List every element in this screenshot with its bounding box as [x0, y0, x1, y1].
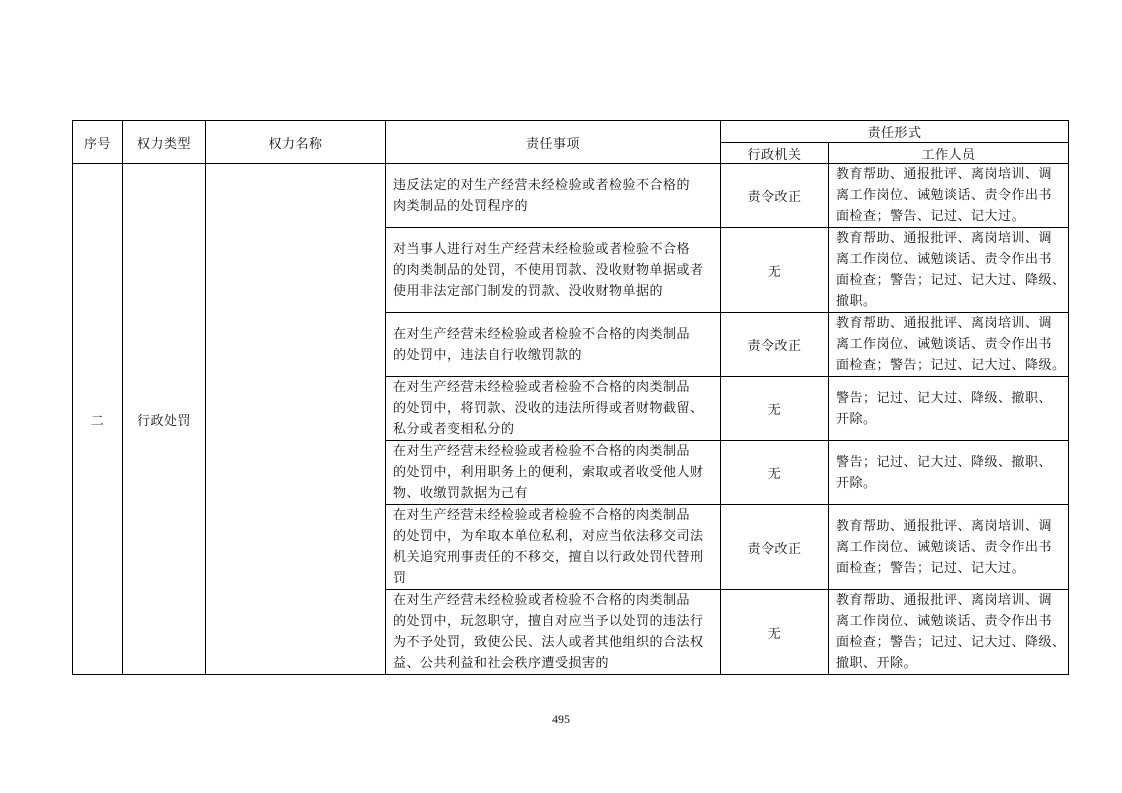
matter-cell — [386, 505, 721, 590]
staff-line: 面检查；警告、记过、记大过。 — [836, 209, 1026, 224]
staff-line: 离工作岗位、诫勉谈话、责令作出书 — [836, 337, 1053, 352]
responsibility-table — [72, 120, 1069, 675]
group-power-type: 行政处罚 — [123, 164, 206, 675]
agency-cell: 责令改正 — [721, 505, 829, 590]
staff-line: 教育帮助、通报批评、离岗培训、调 — [836, 518, 1053, 534]
staff-cell — [829, 228, 1069, 313]
matter-cell — [386, 441, 721, 505]
staff-line: 面检查；警告；记过、记大过。 — [836, 560, 1026, 576]
agency-cell: 无 — [721, 377, 829, 441]
staff-cell — [829, 164, 1069, 228]
staff-line: 开除。 — [836, 411, 877, 427]
staff-cell — [829, 313, 1069, 377]
matter-line: 的处罚中，将罚款、没收的违法所得或者财物截留、 — [393, 401, 704, 416]
matter-line: 益、公共利益和社会秩序遭受损害的 — [393, 656, 610, 671]
staff-line: 面检查；警告；记过、记大过、降级。 — [836, 358, 1066, 373]
header-power-type: 权力类型 — [123, 121, 206, 164]
table-body — [73, 164, 1069, 675]
staff-line: 离工作岗位、诫勉谈话、责令作出书 — [836, 539, 1053, 555]
staff-line: 撤职、开除。 — [836, 656, 918, 671]
header-responsibility-form: 责任形式 — [721, 121, 1069, 143]
table-row — [73, 164, 1069, 228]
staff-line: 警告；记过、记大过、降级、撤职、 — [836, 454, 1053, 470]
matter-line: 对当事人进行对生产经营未经检验或者检验不合格 — [393, 241, 691, 257]
matter-line: 在对生产经营未经检验或者检验不合格的肉类制品 — [393, 593, 691, 608]
header-staff: 工作人员 — [829, 143, 1069, 164]
matter-line: 机关追究刑事责任的不移交，擅自以行政处罚代替刑 — [393, 550, 704, 565]
matter-line: 在对生产经营未经检验或者检验不合格的肉类制品 — [393, 326, 691, 342]
matter-line: 物、收缴罚款据为己有 — [393, 486, 529, 501]
staff-line: 教育帮助、通报批评、离岗培训、调 — [836, 593, 1053, 608]
matter-line: 的处罚中，违法自行收缴罚款的 — [393, 347, 583, 363]
matter-line: 罚 — [393, 571, 407, 586]
matter-line: 为不予处罚，致使公民、法人或者其他组织的合法权 — [393, 635, 704, 650]
staff-line: 教育帮助、通报批评、离岗培训、调 — [836, 167, 1053, 182]
agency-cell: 责令改正 — [721, 313, 829, 377]
header-row-1 — [73, 121, 1069, 143]
staff-line: 面检查；警告；记过、记大过、降级、 — [836, 273, 1066, 288]
agency-cell: 无 — [721, 590, 829, 675]
staff-cell — [829, 441, 1069, 505]
staff-cell — [829, 590, 1069, 675]
header-agency: 行政机关 — [721, 143, 829, 164]
header-seq: 序号 — [73, 121, 123, 164]
matter-line: 的处罚中，玩忽职守，擅自对应当予以处罚的违法行 — [393, 614, 704, 629]
matter-line: 私分或者变相私分的 — [393, 422, 515, 437]
page-number: 495 — [552, 712, 570, 726]
staff-line: 面检查；警告；记过、记大过、降级、 — [836, 635, 1066, 650]
staff-line: 撤职。 — [836, 294, 877, 309]
staff-line: 警告；记过、记大过、降级、撤职、 — [836, 390, 1053, 406]
matter-cell — [386, 377, 721, 441]
staff-line: 教育帮助、通报批评、离岗培训、调 — [836, 316, 1053, 331]
matter-line: 在对生产经营未经检验或者检验不合格的肉类制品 — [393, 444, 691, 459]
matter-line: 违反法定的对生产经营未经检验或者检验不合格的 — [393, 177, 691, 193]
staff-line: 离工作岗位、诫勉谈话、责令作出书 — [836, 188, 1053, 203]
matter-line: 在对生产经营未经检验或者检验不合格的肉类制品 — [393, 508, 691, 523]
matter-line: 的处罚中，利用职务上的便利，索取或者收受他人财 — [393, 465, 704, 480]
staff-line: 教育帮助、通报批评、离岗培训、调 — [836, 231, 1053, 246]
agency-cell: 无 — [721, 441, 829, 505]
staff-line: 离工作岗位、诫勉谈话、责令作出书 — [836, 252, 1053, 267]
agency-cell: 无 — [721, 228, 829, 313]
staff-cell — [829, 377, 1069, 441]
matter-line: 的处罚中，为牟取本单位私利，对应当依法移交司法 — [393, 529, 704, 544]
staff-cell — [829, 505, 1069, 590]
header-power-name: 权力名称 — [206, 121, 386, 164]
header-matter: 责任事项 — [386, 121, 721, 164]
matter-cell — [386, 228, 721, 313]
group-power-name — [206, 164, 386, 675]
matter-cell — [386, 164, 721, 228]
matter-line: 肉类制品的处罚程序的 — [393, 198, 529, 214]
matter-cell — [386, 313, 721, 377]
matter-line: 使用非法定部门制发的罚款、没收财物单据的 — [393, 283, 664, 299]
matter-line: 在对生产经营未经检验或者检验不合格的肉类制品 — [393, 380, 691, 395]
matter-line: 的肉类制品的处罚，不使用罚款、没收财物单据或者 — [393, 262, 704, 278]
matter-cell — [386, 590, 721, 675]
table-header — [73, 121, 1069, 164]
group-seq: 二 — [73, 164, 123, 675]
agency-cell: 责令改正 — [721, 164, 829, 228]
staff-line: 开除。 — [836, 475, 877, 491]
staff-line: 离工作岗位、诫勉谈话、责令作出书 — [836, 614, 1053, 629]
